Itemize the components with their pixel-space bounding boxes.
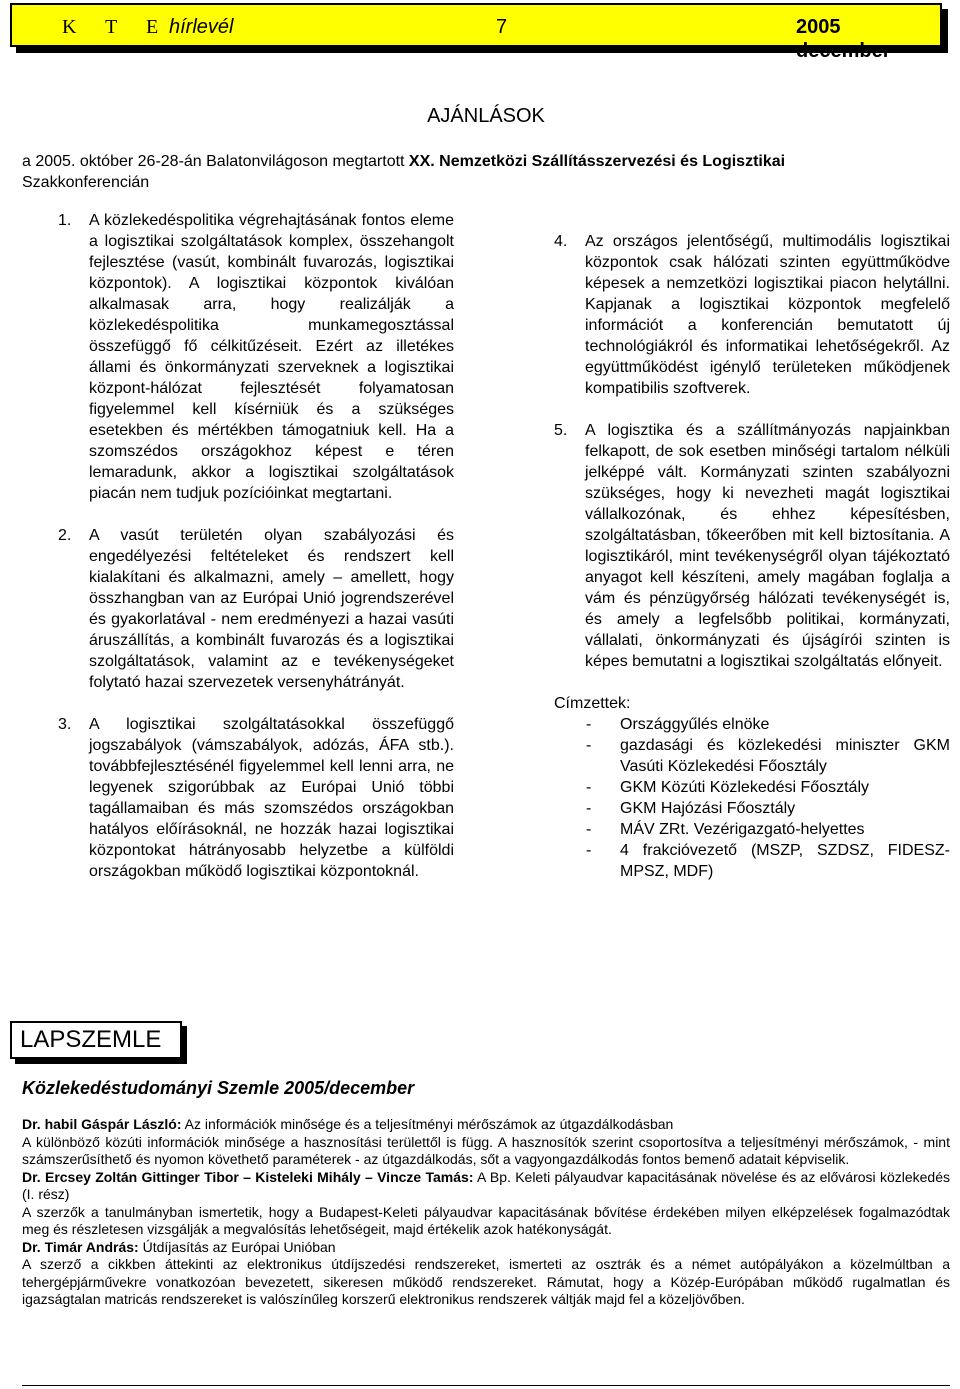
recommendation-item <box>58 525 454 693</box>
item-number: 5. <box>554 422 568 439</box>
item-text: A közlekedéspolitika végrehajtásának fontos eleme a logisztikai szolgáltatások komplex, összehangolt fejlesztése (vasút, kombinált fuvarozás, logisztikai központok). A logisztikai központok kiválóan alkalmasak arra, hogy realizálják a közlekedéspolitika munkamegosztással összefüggő fő célkitűzéseit. Ezért az illetékes állami és önkormányzati szerveknek a logisztikai központ-hálózat fejlesztését folyamatosan figyelemmel kell kísérniük és a szükséges esetekben és mértékben támogatniuk kell. Ha a szomszédos országokhoz képest e téren lemaradunk, akkor a logisztikai szolgáltatások piacán nem tudjuk pozícióinkat megtartani. <box>89 212 454 502</box>
item-number: 3. <box>58 716 72 733</box>
left-column <box>58 210 454 903</box>
review-heading: Dr. habil Gáspár László: Az információk minősége és a teljesítményi mérőszámok az útgazdálkodásban <box>22 1116 674 1132</box>
review-body: A szerző a cikkben áttekinti az elektronikus útdíjszedési rendszereket, ismerteti az osztrák és a német autópályákon a közelmúltban a tehergépjárművekre vonatkozóan bevezetett, sikeresen működő rendszereket. Rámutat, hogy a Közép-Európában működő rugalmatlan és igazságtalan matricás rendszereket is valószínűleg korszerű elektronikus rendszerek váltják majd fel a közeljövőben. <box>22 1256 950 1307</box>
right-column <box>554 231 950 882</box>
header-hirlevel: hírlevél <box>169 16 234 38</box>
item-number: 1. <box>58 212 72 229</box>
recipient-item: - GKM Hajózási Főosztály <box>586 800 796 817</box>
intro-line2: Szakkonferencián <box>22 174 150 191</box>
item-text: Az országos jelentőségű, multimodális logisztikai központok csak hálózati szinten együttműködve képesek a nemzetközi logisztikai piacon helytállni. Kapjanak a logisztikai központok megfelelő információt a konferencián bemutatott új technológiákról és informatikai lehetőségekről. Az együttműködést igénylő területeken működjenek kompatibilis szoftverek. <box>585 233 950 397</box>
recipient-item: - Országgyűlés elnöke <box>586 716 770 733</box>
bottom-rule <box>22 1385 950 1386</box>
recommendation-item <box>554 231 950 399</box>
intro-text <box>22 151 952 193</box>
recipient-item: - gazdasági és közlekedési miniszter GKM Vasúti Közlekedési Főosztály <box>586 737 950 775</box>
section-title: AJÁNLÁSOK <box>427 105 545 127</box>
recipients-title: Címzettek: <box>554 695 631 712</box>
review-source: Közlekedéstudományi Szemle 2005/december <box>22 1078 415 1098</box>
item-number: 4. <box>554 233 568 250</box>
header-date: 2005 december <box>796 16 891 62</box>
intro-conference-name: XX. Nemzetközi Szállításszervezési és Logisztikai <box>408 153 786 170</box>
intro-plain: a 2005. október 26-28-án Balatonvilágoson megtartott <box>22 153 409 170</box>
recommendation-item <box>58 210 454 504</box>
header-kte: K T E <box>62 16 171 38</box>
recipient-item: - MÁV ZRt. Vezérigazgató-helyettes <box>586 821 865 838</box>
newsletter-header <box>10 3 942 62</box>
review-body: A szerzők a tanulmányban ismertetik, hogy a Budapest-Keleti pályaudvar kapacitásának bővítése érdekében milyen elképzelések fogalmazódtak meg és részletesen vizsgálják a megvalósítás lehetőségeit, majd értékelik azok hatékonyságát. <box>22 1203 950 1237</box>
recommendation-item <box>58 714 454 882</box>
recipient-item: - 4 frakcióvezető (MSZP, SZDSZ, FIDESZ-MPSZ, MDF) <box>586 842 950 880</box>
review-heading: Dr. Ercsey Zoltán Gittinger Tibor – Kisteleki Mihály – Vincze Tamás: A Bp. Keleti pályaudvar kapacitásának növelése és az elővárosi közlekedés (I. rész) <box>22 1168 950 1202</box>
item-text: A logisztika és a szállítmányozás napjainkban felkapott, de sok esetben minőségi tartalom nélküli jelképpé vált. Kormányzati szinten szabályozni szükséges, hogy ki nevezheti magát logisztikai vállalkozónak, és ehhez képesítésben, szolgáltatásban, tőkeerőben mit kell biztosítania. A logisztikáról, mint tevékenységről olyan tájékoztató anyagot kell készíteni, amely magában foglalja a vám és pénzügyőrség hálózati tevékenységét is, és amely a legfelsőbb politikai, kormányzati, vállalati, önkormányzati és újságírói szinten is képes bemutatni a logisztikai szolgáltatás előnyeit. <box>585 422 950 670</box>
item-text: A logisztikai szolgáltatásokkal összefüggő jogszabályok (vámszabályok, adózás, ÁFA stb.). továbbfejlesztésénél figyelemmel kell lenni arra, ne legyenek szigorúbbak az Európai Unió többi tagállamaiban és más szomszédos országokban hatályos előírásoknál, ne hozzák hazai logisztikai központokat hátrányosabb helyzetbe a külföldi országokban működő logisztikai központoknál. <box>89 716 454 880</box>
review-list <box>22 1116 950 1309</box>
item-text: A vasút területén olyan szabályozási és engedélyezési feltételeket és rendszert kell kialakítani és alkalmazni, amely – amellett, hogy összhangban van az Európai Unió jogrendszerével és gyakorlatával - nem eredményezi a hazai vasúti áruszállítás, a kombinált fuvarozás és a logisztikai szolgáltatások, valamint az e tevékenységeket folytató hazai szervezetek versenyhátrányát. <box>89 527 454 691</box>
header-page-number: 7 <box>496 16 508 38</box>
lapszemle-box: LAPSZEMLE <box>10 1021 182 1059</box>
item-number: 2. <box>58 527 72 544</box>
review-body: A különböző közúti információk minősége a hasznosítási területtől is függ. A hasznosítók szerint csoportosítva a teljesítményi mérőszámok, - mint számszerűsíthető és nyomon követhető paraméterek - az útgazdálkodás, sőt a vagyongazdálkodás fontos bemenő adatait képviselik. <box>22 1133 950 1167</box>
review-heading: Dr. Timár András: Útdíjasítás az Európai Unióban <box>22 1238 336 1255</box>
recommendation-item <box>554 420 950 672</box>
recipient-item: - GKM Közúti Közlekedési Főosztály <box>586 779 869 796</box>
